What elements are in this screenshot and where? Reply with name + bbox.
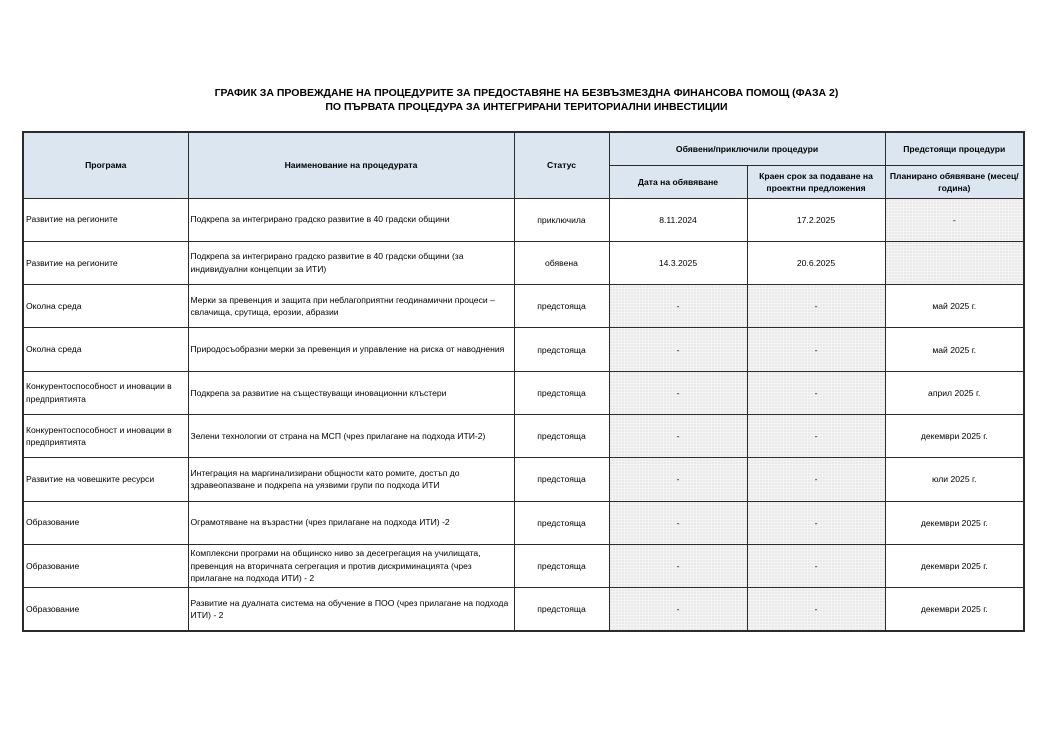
cell-planned: май 2025 г.: [885, 328, 1024, 371]
cell-planned: декември 2025 г.: [885, 501, 1024, 544]
cell-program: Образование: [23, 544, 188, 587]
table-row: [23, 285, 1024, 328]
cell-procedure: Ограмотяване на възрастни (чрез прилагане на подхода ИТИ) -2: [188, 501, 514, 544]
cell-program: Развитие на регионите: [23, 241, 188, 284]
header-announce-date: Дата на обявяване: [609, 165, 747, 198]
cell-planned: -: [885, 198, 1024, 241]
header-planned: Планирано обявяване (месец/година): [885, 165, 1024, 198]
header-deadline: Краен срок за подаване на проектни предложения: [747, 165, 885, 198]
cell-deadline: 20.6.2025: [747, 241, 885, 284]
cell-procedure: Подкрепа за развитие на съществуващи иновационни клъстери: [188, 371, 514, 414]
cell-program: Околна среда: [23, 285, 188, 328]
cell-program: Образование: [23, 588, 188, 631]
cell-status: предстояща: [514, 371, 609, 414]
cell-deadline: -: [747, 588, 885, 631]
cell-date: -: [609, 501, 747, 544]
page-title: [0, 86, 1053, 114]
cell-program: Конкурентоспособност и иновации в предприятията: [23, 414, 188, 457]
cell-status: предстояща: [514, 588, 609, 631]
procedures-table: [22, 131, 1025, 632]
cell-procedure: Природосъобразни мерки за превенция и управление на риска от наводнения: [188, 328, 514, 371]
cell-date: -: [609, 371, 747, 414]
cell-program: Конкурентоспособност и иновации в предприятията: [23, 371, 188, 414]
cell-program: Развитие на регионите: [23, 198, 188, 241]
cell-status: предстояща: [514, 458, 609, 501]
table-row: [23, 371, 1024, 414]
cell-planned: декември 2025 г.: [885, 414, 1024, 457]
cell-procedure: Развитие на дуалната система на обучение в ПОО (чрез прилагане на подхода ИТИ) - 2: [188, 588, 514, 631]
cell-date: -: [609, 414, 747, 457]
cell-status: обявена: [514, 241, 609, 284]
table-row: [23, 458, 1024, 501]
cell-date: -: [609, 328, 747, 371]
table-row: [23, 414, 1024, 457]
cell-procedure: Интеграция на маргинализирани общности като ромите, достъп до здравеопазване и подкрепа на уязвими групи по подхода ИТИ: [188, 458, 514, 501]
table-row: [23, 544, 1024, 587]
cell-planned: декември 2025 г.: [885, 588, 1024, 631]
cell-planned: април 2025 г.: [885, 371, 1024, 414]
cell-deadline: -: [747, 501, 885, 544]
cell-planned: май 2025 г.: [885, 285, 1024, 328]
cell-date: 14.3.2025: [609, 241, 747, 284]
cell-procedure: Мерки за превенция и защита при неблагоприятни геодинамични процеси – свлачища, срутища, ерозии, абразии: [188, 285, 514, 328]
table-row: [23, 198, 1024, 241]
title-line-2: ПО ПЪРВАТА ПРОЦЕДУРА ЗА ИНТЕГРИРАНИ ТЕРИТОРИАЛНИ ИНВЕСТИЦИИ: [325, 101, 728, 113]
cell-date: -: [609, 285, 747, 328]
table-row: [23, 501, 1024, 544]
cell-date: -: [609, 458, 747, 501]
cell-status: предстояща: [514, 285, 609, 328]
cell-status: приключила: [514, 198, 609, 241]
cell-status: предстояща: [514, 328, 609, 371]
cell-procedure: Подкрепа за интегрирано градско развитие в 40 градски общини (за индивидуални концепции за ИТИ): [188, 241, 514, 284]
cell-deadline: -: [747, 328, 885, 371]
cell-deadline: -: [747, 544, 885, 587]
header-program: Програма: [23, 132, 188, 198]
cell-planned: юли 2025 г.: [885, 458, 1024, 501]
cell-procedure: Зелени технологии от страна на МСП (чрез прилагане на подхода ИТИ-2): [188, 414, 514, 457]
cell-program: Околна среда: [23, 328, 188, 371]
header-announced-group: Обявени/приключили процедури: [609, 132, 885, 165]
cell-procedure: Подкрепа за интегрирано градско развитие в 40 градски общини: [188, 198, 514, 241]
cell-deadline: -: [747, 414, 885, 457]
table-row: [23, 328, 1024, 371]
cell-status: предстояща: [514, 501, 609, 544]
cell-date: -: [609, 588, 747, 631]
cell-status: предстояща: [514, 414, 609, 457]
cell-planned: [885, 241, 1024, 284]
cell-deadline: -: [747, 458, 885, 501]
table-row: [23, 241, 1024, 284]
cell-date: -: [609, 544, 747, 587]
cell-program: Образование: [23, 501, 188, 544]
cell-deadline: 17.2.2025: [747, 198, 885, 241]
table-row: [23, 588, 1024, 631]
cell-deadline: -: [747, 285, 885, 328]
cell-date: 8.11.2024: [609, 198, 747, 241]
title-line-1: ГРАФИК ЗА ПРОВЕЖДАНЕ НА ПРОЦЕДУРИТЕ ЗА ПРЕДОСТАВЯНЕ НА БЕЗВЪЗМЕЗДНА ФИНАНСОВА ПОМОЩ (ФАЗА 2): [214, 87, 839, 99]
cell-deadline: -: [747, 371, 885, 414]
header-procedure: Наименование на процедурата: [188, 132, 514, 198]
header-status: Статус: [514, 132, 609, 198]
cell-procedure: Комплексни програми на общинско ниво за десегрегация на училищата, превенция на вторичната сегрегация и против дискриминацията (чрез прилагане на подхода ИТИ) - 2: [188, 544, 514, 587]
header-upcoming-group: Предстоящи процедури: [885, 132, 1024, 165]
cell-status: предстояща: [514, 544, 609, 587]
cell-program: Развитие на човешките ресурси: [23, 458, 188, 501]
cell-planned: декември 2025 г.: [885, 544, 1024, 587]
